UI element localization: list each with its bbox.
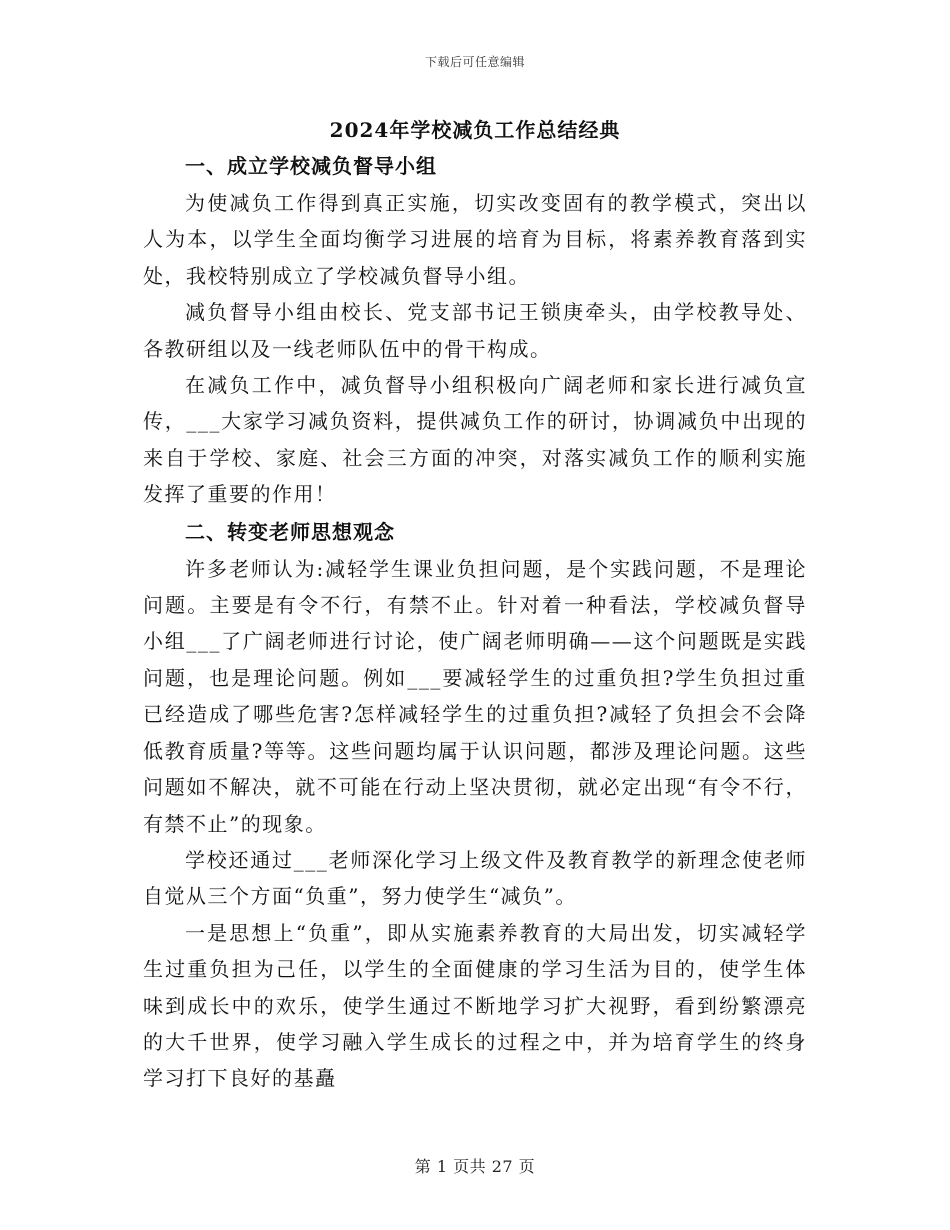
document-title: 2024年学校减负工作总结经典 [329, 118, 621, 142]
paragraph: 为使减负工作得到真正实施，切实改变固有的教学模式，突出以人为本，以学生全面均衡学习进展的培育为目标，将素养教育落到实处，我校特别成立了学校减负督导小组。 [143, 191, 807, 288]
paragraph: 减负督导小组由校长、党支部书记王锁庚牵头，由学校教导处、各教研组以及一线老师队伍中的骨干构成。 [143, 300, 807, 361]
document-body [143, 147, 807, 1097]
header-note: 下载后可任意编辑 [424, 55, 525, 69]
paragraph: 在减负工作中，减负督导小组积极向广阔老师和家长进行减负宣传，___大家学习减负资料，提供减负工作的研讨，协调减负中出现的来自于学校、家庭、社会三方面的冲突，对落实减负工作的顺利实施发挥了重要的作用！ [143, 373, 807, 507]
paragraph: 学校还通过___老师深化学习上级文件及教育教学的新理念使老师自觉从三个方面“负重”，努力使学生“减负”。 [143, 847, 807, 909]
section-heading-1: 一、成立学校减负督导小组 [185, 154, 437, 178]
paragraph: 一是思想上“负重”，即从实施素养教育的大局出发，切实减轻学生过重负担为己任，以学生的全面健康的学习生活为目的，使学生体味到成长中的欢乐，使学生通过不断地学习扩大视野，看到纷繁漂亮的大千世界，使学习融入学生成长的过程之中，并为培育学生的终身学习打下良好的基矗 [143, 920, 807, 1091]
page-indicator: 第 1 页共 27 页 [414, 1157, 536, 1176]
paragraph: 许多老师认为:减轻学生课业负担问题，是个实践问题，不是理论问题。主要是有令不行，有禁不止。针对着一种看法，学校减负督导小组___了广阔老师进行讨论，使广阔老师明确——这个问题既是实践问题，也是理论问题。例如___要减轻学生的过重负担?学生负担过重已经造成了哪些危害?怎样减轻学生的过重负担?减轻了负担会不会降低教育质量?等等。这些问题均属于认识问题，都涉及理论问题。这些问题如不解决，就不可能在行动上坚决贯彻，就必定出现“有令不行，有禁不止”的现象。 [143, 556, 807, 836]
section-heading-2: 二、转变老师思想观念 [185, 519, 395, 544]
